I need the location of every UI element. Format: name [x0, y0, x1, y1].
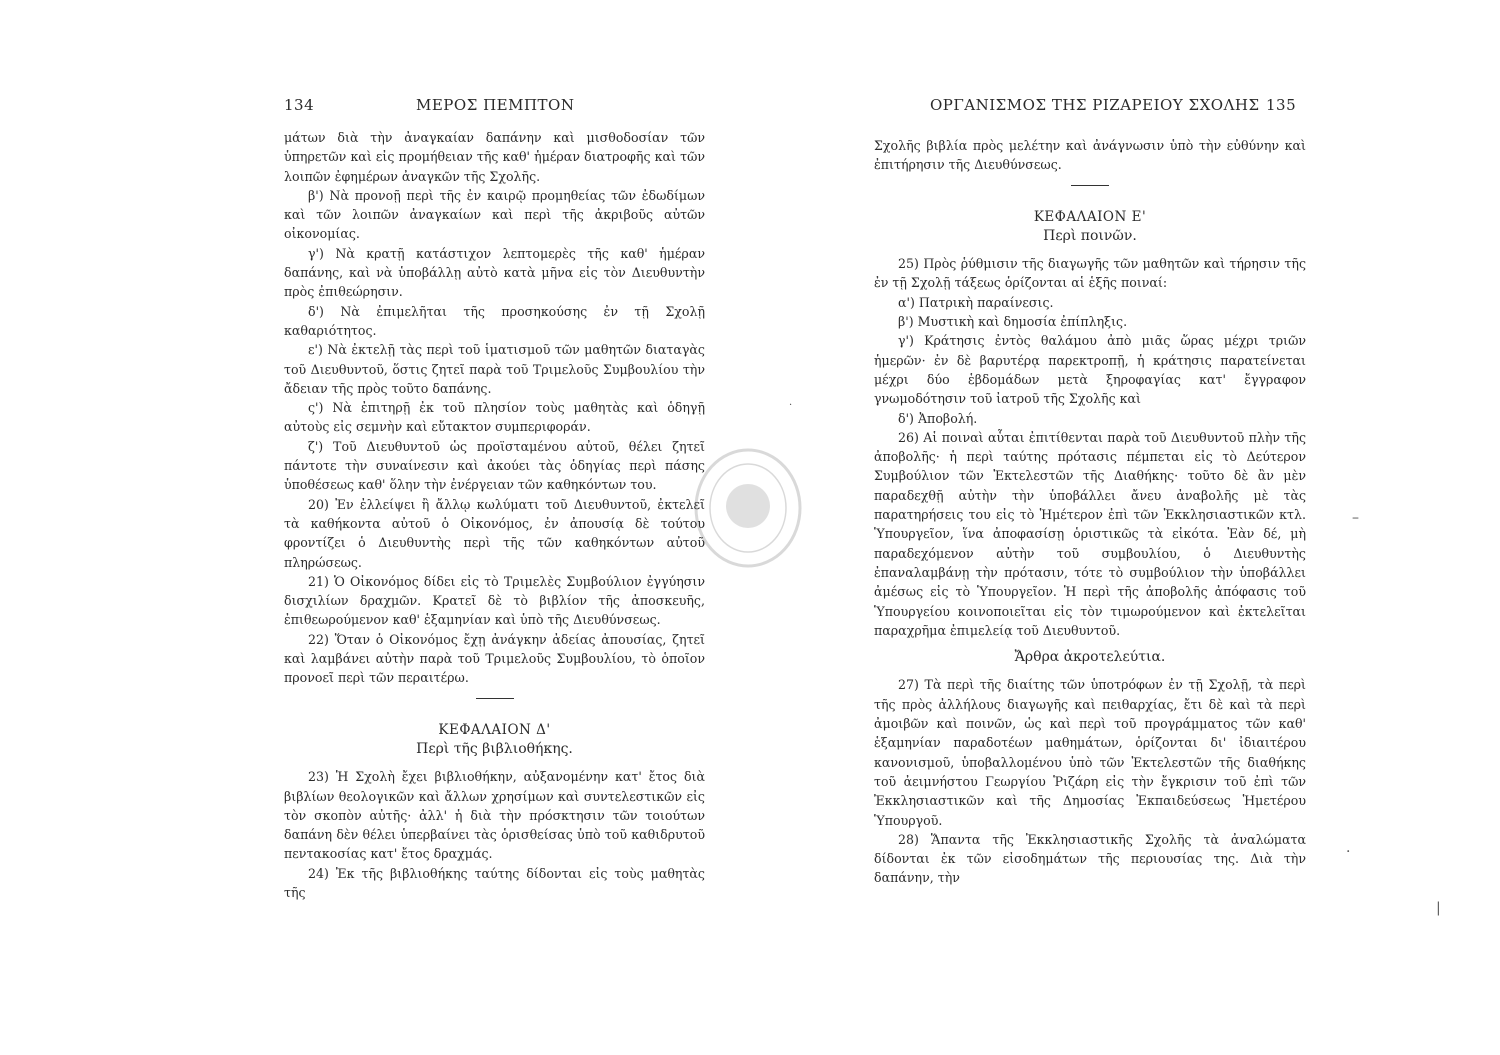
paragraph: α') Πατρικὴ παραίνεσις.	[898, 294, 1054, 310]
paragraph: δ') Ἀποβολή.	[898, 410, 978, 426]
paragraph: 24) Ἐκ τῆς βιβλιοθήκης ταύτης δίδονται εἰς τοὺς μαθητὰς τῆς	[284, 865, 705, 900]
left-page-body	[284, 128, 705, 902]
running-title: ΜΕΡΟΣ ΠΕΜΠΤΟΝ	[416, 96, 575, 114]
paragraph: 22) Ὅταν ὁ Οἰκονόμος ἔχῃ ἀνάγκην ἀδείας ἀπουσίας, ζητεῖ καὶ λαμβάνει αὐτὴν παρὰ τοῦ Τριμελοῦς Συμβουλίου, τὸ ὁποῖον προνοεῖ περὶ τῶν περαιτέρω.	[284, 631, 705, 686]
paragraph: μάτων διὰ τὴν ἀναγκαίαν δαπάνην καὶ μισθοδοσίαν τῶν ὑπηρετῶν καὶ εἰς προμήθειαν τῆς καθ' ἡμέραν διατροφῆς καὶ τῶν λοιπῶν ἐφημέρων ἀναγκῶν τῆς Σχολῆς.	[284, 130, 705, 184]
chapter-subtitle: Περὶ τῆς βιβλιοθήκης.	[416, 740, 573, 757]
paragraph: β') Νὰ προνοῇ περὶ τῆς ἐν καιρῷ προμηθείας τῶν ἐδωδίμων καὶ τῶν λοιπῶν ἀναγκαίων καὶ περὶ τῆς ἀκριβοῦς αὐτῶν οἰκονομίας.	[284, 187, 705, 242]
paragraph: ς') Νὰ ἐπιτηρῇ ἐκ τοῦ πλησίον τοὺς μαθητὰς καὶ ὁδηγῇ αὐτοὺς εἰς σεμνὴν καὶ εὔτακτον συμπεριφοράν.	[284, 400, 705, 435]
section-divider	[476, 698, 514, 699]
chapter-subtitle: Περὶ ποινῶν.	[1043, 227, 1137, 244]
scan-mark: ·	[789, 400, 793, 411]
running-title: ΟΡΓΑΝΙΣΜΟΣ ΤΗΣ ΡΙΖΑΡΕΙΟΥ ΣΧΟΛΗΣ	[930, 96, 1260, 114]
chapter-heading: ΚΕΦΑΛΑΙΟΝ Δ'	[438, 721, 551, 738]
section-heading: Ἄρθρα ἀκροτελεύτια.	[1014, 649, 1166, 666]
paragraph: δ') Νὰ ἐπιμελῆται τῆς προσηκούσης ἐν τῇ Σχολῇ καθαριότητος.	[284, 303, 705, 338]
paragraph: Σχολῆς βιβλία πρὸς μελέτην καὶ ἀνάγνωσιν ὑπὸ τὴν εὐθύνην καὶ ἐπιτήρησιν τῆς Διευθύνσεως.	[874, 138, 1306, 173]
paragraph: β') Μυστικὴ καὶ δημοσία ἐπίπληξις.	[898, 314, 1128, 330]
paragraph: 21) Ὁ Οἰκονόμος δίδει εἰς τὸ Τριμελὲς Συμβούλιον ἐγγύησιν δισχιλίων δραχμῶν. Κρατεῖ δὲ τὸ βιβλίον τῆς ἀποσκευῆς, ἐπιθεωρούμενον καθ' ἑξαμηνίαν καὶ ὑπὸ τῆς Διευθύνσεως.	[284, 573, 705, 628]
page-number: 135	[1266, 96, 1297, 114]
library-stamp	[692, 446, 804, 570]
paragraph: 28) Ἅπαντα τῆς Ἐκκλησιαστικῆς Σχολῆς τὰ ἀναλώματα δίδονται ἐκ τῶν εἰσοδημάτων τῆς περιουσίας της. Διὰ τὴν δαπάνην, τὴν	[874, 831, 1306, 886]
chapter-heading: ΚΕΦΑΛΑΙΟΝ Ε'	[1033, 208, 1147, 225]
paragraph: 25) Πρὸς ῥύθμισιν τῆς διαγωγῆς τῶν μαθητῶν καὶ τήρησιν τῆς ἐν τῇ Σχολῇ τάξεως ὁρίζονται αἱ ἑξῆς ποιναί:	[874, 256, 1306, 291]
paragraph: γ') Νὰ κρατῇ κατάστιχον λεπτομερὲς τῆς καθ' ἡμέραν δαπάνης, καὶ νὰ ὑποβάλλῃ αὐτὸ κατὰ μῆνα εἰς τὸν Διευθυντὴν πρὸς ἐπιθεώρησιν.	[284, 245, 705, 300]
section-divider	[1071, 185, 1109, 186]
scan-mark: ·	[1346, 844, 1351, 860]
left-page-header	[0, 96, 750, 118]
paragraph: ε') Νὰ ἐκτελῇ τὰς περὶ τοῦ ἱματισμοῦ τῶν μαθητῶν διαταγὰς τοῦ Διευθυντοῦ, ὅστις ζητεῖ παρὰ τοῦ Τριμελοῦς Συμβουλίου τὴν ἄδειαν τῆς πρὸς τοῦτο δαπάνης.	[284, 342, 705, 396]
right-page-header	[750, 96, 1500, 118]
paragraph: ζ') Τοῦ Διευθυντοῦ ὡς προϊσταμένου αὐτοῦ, θέλει ζητεῖ πάντοτε τὴν συναίνεσιν καὶ ἀκούει τὰς ὁδηγίας περὶ πάσης ὑποθέσεως καθ' ὅλην τὴν ἐνέργειαν τῶν καθηκόντων του.	[284, 438, 705, 493]
page-number: 134	[284, 96, 315, 114]
paragraph: γ') Κράτησις ἐντὸς θαλάμου ἀπὸ μιᾶς ὥρας μέχρι τριῶν ἡμερῶν· ἐν δὲ βαρυτέρᾳ παρεκτροπῇ, ἡ κράτησις παρατείνεται μέχρι δύο ἑβδομάδων μετὰ ξηροφαγίας κατ' ἔγγραφον γνωμοδότησιν τοῦ ἰατροῦ τῆς Σχολῆς καὶ	[874, 333, 1306, 407]
scan-mark: –	[1352, 510, 1359, 526]
paragraph: 23) Ἡ Σχολὴ ἔχει βιβλιοθήκην, αὐξανομένην κατ' ἔτος διὰ βιβλίων θεολογικῶν καὶ ἄλλων χρησίμων καὶ συντελεστικῶν εἰς τὸν σκοπὸν αὐτῆς· ἀλλ' ἡ διὰ τὴν πρόσκτησιν τῶν τοιούτων δαπάνη δὲν θέλει ὑπερβαίνει τὰς ὁρισθείσας ὑπὸ τοῦ καθιδρυτοῦ πεντακοσίας κατ' ἔτος δραχμάς.	[284, 769, 705, 862]
scan-mark: |	[1436, 900, 1441, 916]
paragraph: 26) Αἱ ποιναὶ αὗται ἐπιτίθενται παρὰ τοῦ Διευθυντοῦ πλὴν τῆς ἀποβολῆς· ἡ περὶ ταύτης πρότασις πέμπεται εἰς τὸ Δεύτερον Συμβούλιον τῶν Ἐκτελεστῶν τῆς Διαθήκης· τοῦτο δὲ ἂν μὲν παραδεχθῇ αὐτὴν τὴν ὑποβάλλει ἄνευ ἀναβολῆς μὲ τὰς παρατηρήσεις του εἰς τὸ Ἡμέτερον ἐπὶ τῶν Ἐκκλησιαστικῶν κτλ. Ὑπουργεῖον, ἵνα ἀποφασίσῃ ὁριστικῶς τὰ εἰκότα. Ἐὰν δέ, μὴ παραδεχόμενον αὐτὴν τοῦ συμβουλίου, ὁ Διευθυντὴς ἐπαναλαμβάνῃ τὴν πρότασιν, τότε τὸ συμβούλιον τὴν ὑποβάλλει ἀμέσως εἰς τὸ Ὑπουργεῖον. Ἡ περὶ τῆς ἀποβολῆς ἀπόφασις τοῦ Ὑπουργείου κοινοποιεῖται εἰς τὸν τιμωρούμενον καὶ ἐκτελεῖται παραχρῆμα ἐπιμελείᾳ τοῦ Διευθυντοῦ.	[874, 429, 1306, 638]
paragraph: 20) Ἐν ἐλλείψει ἢ ἄλλῳ κωλύματι τοῦ Διευθυντοῦ, ἐκτελεῖ τὰ καθήκοντα αὐτοῦ ὁ Οἰκονόμος, ἐν ἀπουσίᾳ δὲ τούτου φροντίζει ὁ Διευθυντὴς περὶ τῆς τῶν καθηκόντων αὐτοῦ πληρώσεως.	[284, 496, 705, 570]
right-page-body	[874, 136, 1306, 888]
paragraph: 27) Τὰ περὶ τῆς διαίτης τῶν ὑποτρόφων ἐν τῇ Σχολῇ, τὰ περὶ τῆς πρὸς ἀλλήλους διαγωγῆς καὶ πειθαρχίας, ἔτι δὲ καὶ τὰ περὶ ἀμοιβῶν καὶ ποινῶν, ὡς καὶ περὶ τοῦ προγράμματος τῶν καθ' ἑξαμηνίαν παραδοτέων μαθημάτων, ὁρίζονται δι' ἰδιαιτέρου κανονισμοῦ, ὑποβαλλομένου ὑπὸ τῶν Ἐκτελεστῶν τῆς διαθήκης τοῦ ἀειμνήστου Γεωργίου Ῥιζάρη εἰς τὴν ἔγκρισιν τοῦ ἐπὶ τῶν Ἐκκλησιαστικῶν καὶ τῆς Δημοσίας Ἐκπαιδεύσεως Ἡμετέρου Ὑπουργοῦ.	[874, 677, 1306, 828]
